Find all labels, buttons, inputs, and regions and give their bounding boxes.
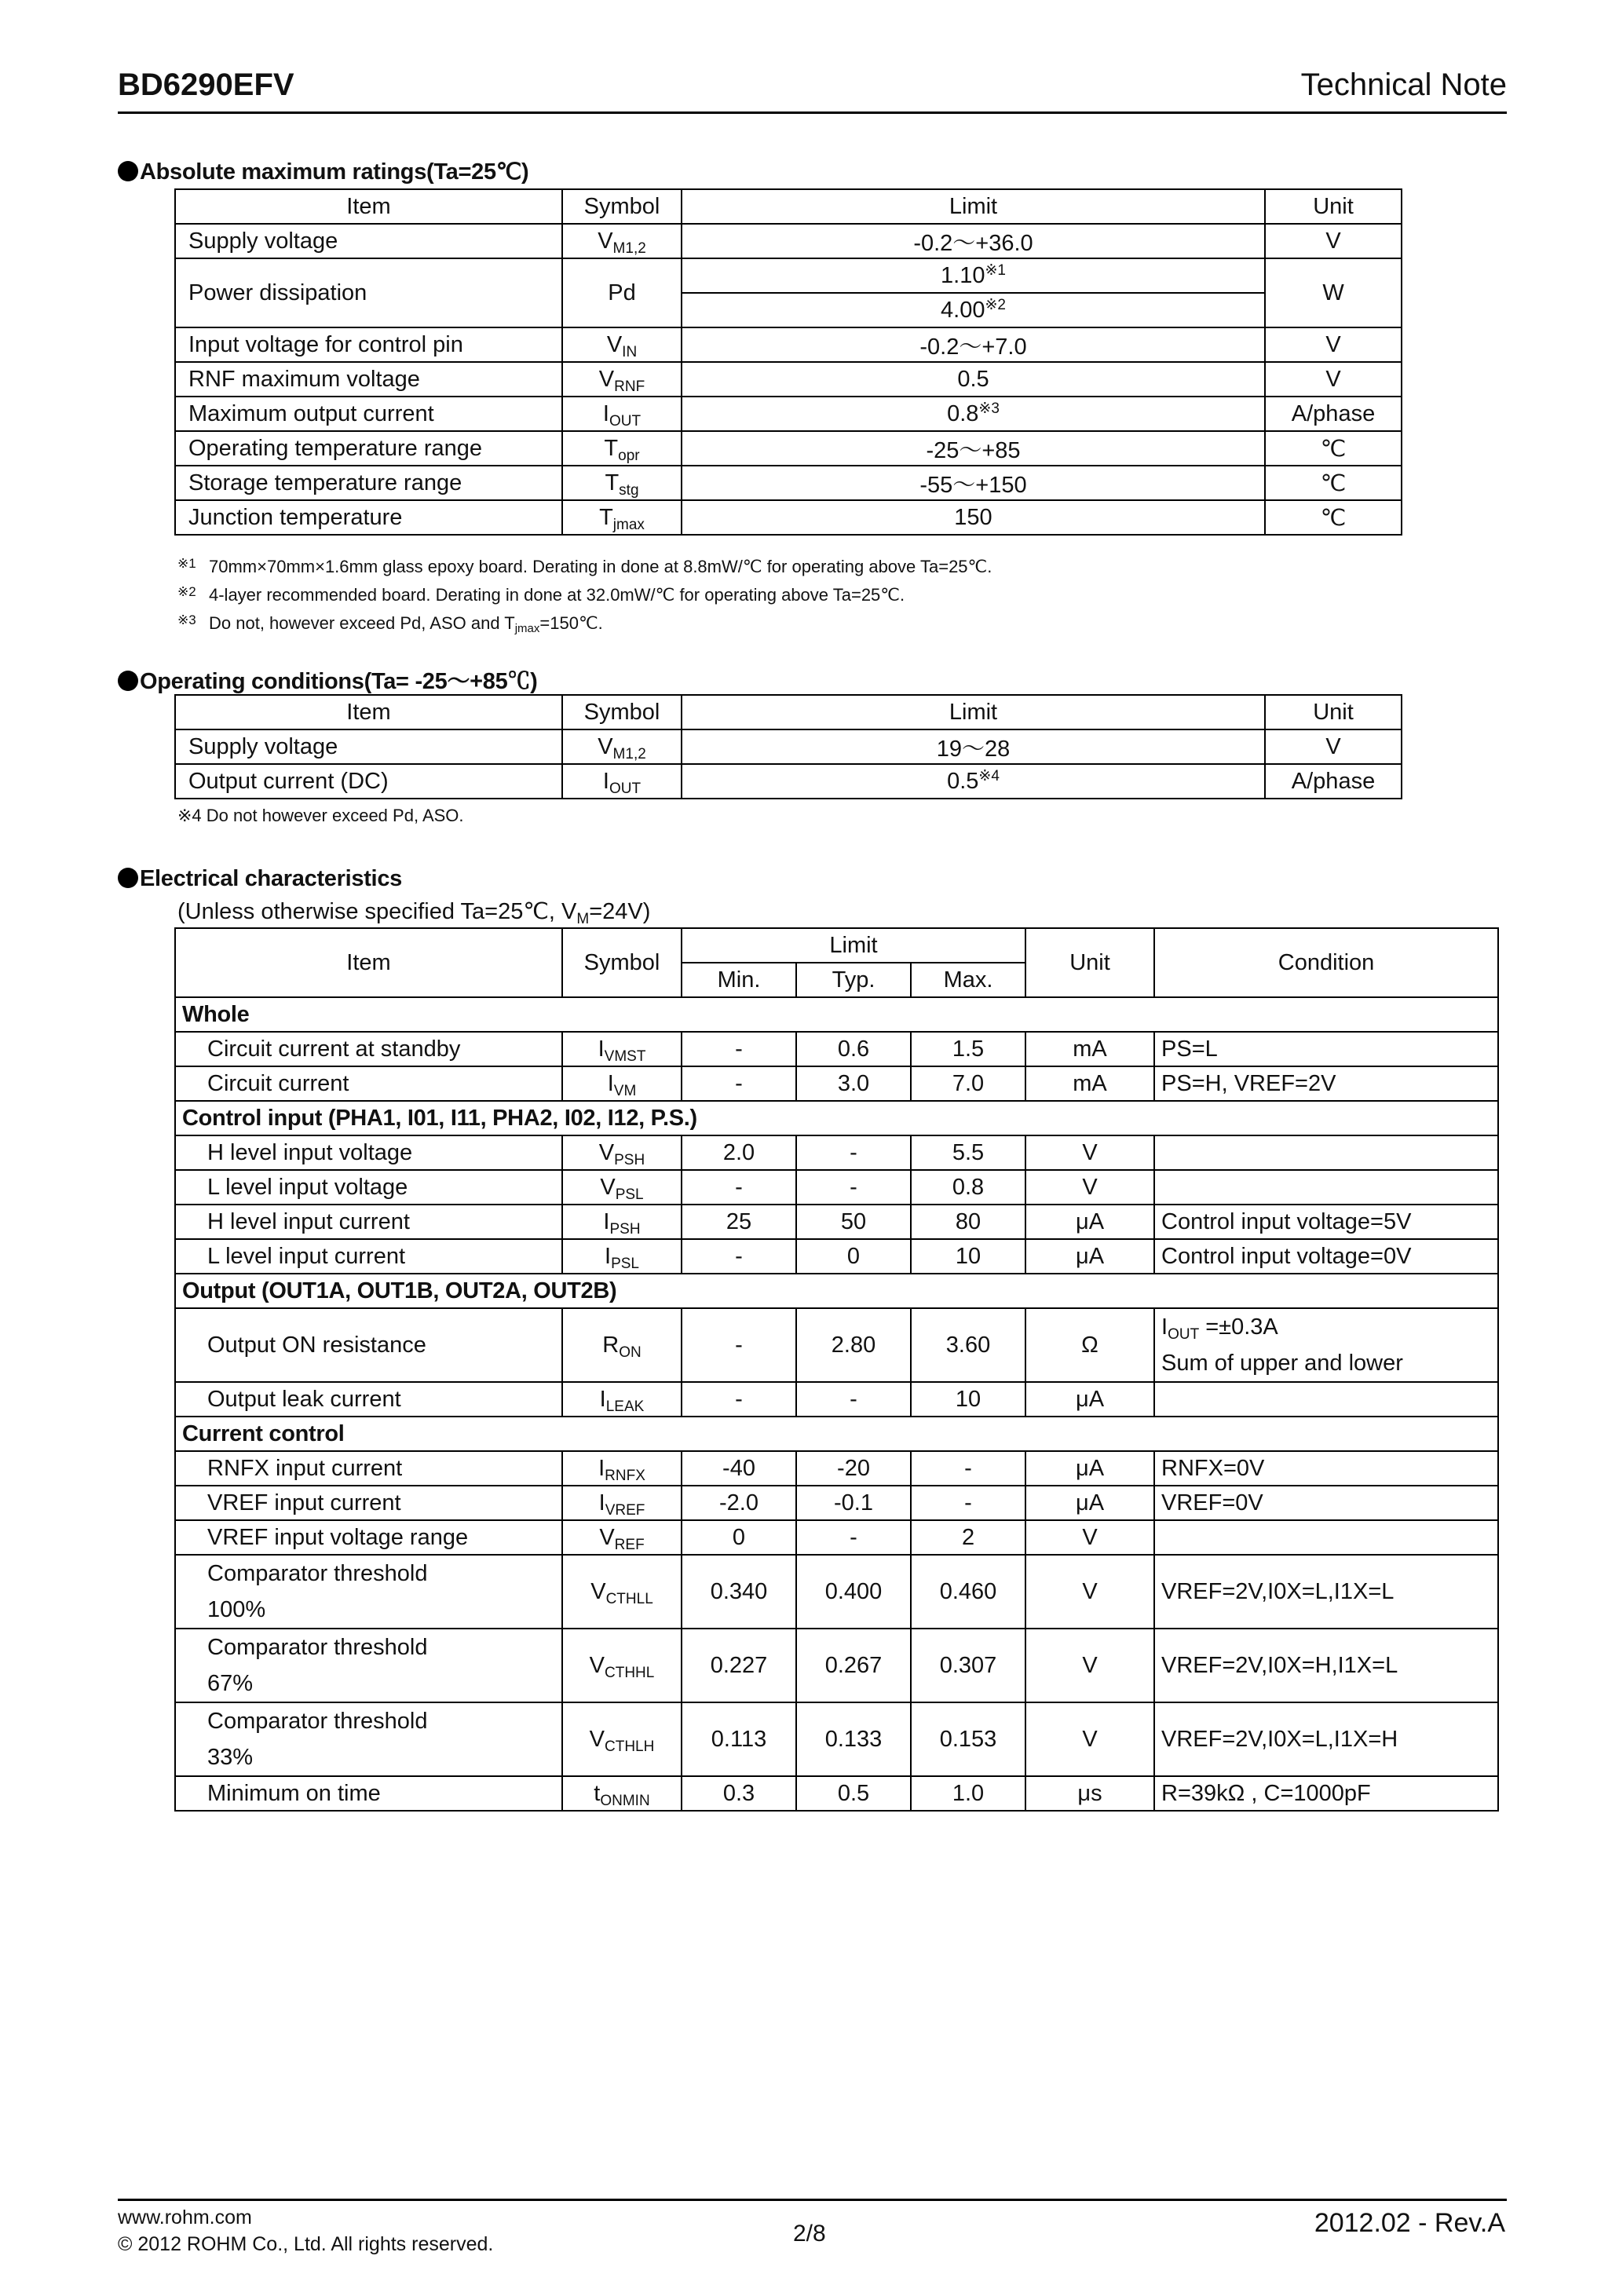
elec-title: Electrical characteristics xyxy=(118,866,402,892)
table-row: Input voltage for control pin $V_{IN}$ -0.2～+7.0 V xyxy=(175,327,1402,362)
table-row: Circuit current $I_{VM}$ - 3.0 7.0 mA PS=H, VREF=2V xyxy=(175,1066,1498,1101)
page-number: 2/8 xyxy=(793,2221,826,2247)
table-header-row: Min. Typ. Max. xyxy=(175,963,1498,997)
table-row: Storage temperature range $T_{stg}$ -55～+150 ℃ xyxy=(175,466,1402,500)
group-row: Output (OUT1A, OUT1B, OUT2A, OUT2B) xyxy=(175,1274,1498,1308)
group-row: Control input (PHA1, I01, I11, PHA2, I02, I12, P.S.) xyxy=(175,1101,1498,1135)
table-header-row: Item Symbol Limit Unit Condition xyxy=(175,928,1498,963)
table-row: Comparator threshold 100% $V_{CTHLL}$ 0.340 0.400 0.460 V VREF=2V,I0X=L,I1X=L xyxy=(175,1555,1498,1629)
table-row: Power dissipation Pd 1.10$^{※1}$ W xyxy=(175,258,1402,293)
table-row: Circuit current at standby $I_{VMST}$ - 0.6 1.5 mA PS=L xyxy=(175,1032,1498,1066)
table-header-row: Item Symbol Limit Unit xyxy=(175,695,1402,729)
table-row: L level input voltage $V_{PSL}$ - - 0.8 V xyxy=(175,1170,1498,1205)
footnote: ※1 70mm×70mm×1.6mm glass epoxy board. Derating in done at 8.8mW/℃ for operating above Ta=25℃. xyxy=(177,556,992,576)
table-row: H level input current $I_{PSH}$ 25 50 80 μA Control input voltage=5V xyxy=(175,1205,1498,1239)
elec-table xyxy=(174,927,1499,1812)
table-row: RNFX input current $I_{RNFX}$ -40 -20 - μA RNFX=0V xyxy=(175,1451,1498,1486)
footer-rule xyxy=(118,2199,1507,2201)
table-row: 4.00$^{※2}$ xyxy=(175,293,1402,327)
op-cond-table xyxy=(174,694,1402,799)
table-row: Supply voltage $V_{M1,2}$ 19～28 V xyxy=(175,729,1402,764)
abs-max-title: Absolute maximum ratings(Ta=25℃) xyxy=(118,158,528,185)
bullet-icon xyxy=(118,868,138,888)
footnote: ※2 4-layer recommended board. Derating in done at 32.0mW/℃ for operating above Ta=25℃. xyxy=(177,584,905,605)
table-row: VREF input current $I_{VREF}$ -2.0 -0.1 - μA VREF=0V xyxy=(175,1486,1498,1520)
group-row: Whole xyxy=(175,997,1498,1032)
table-row: Supply voltage $V_{M1,2}$ -0.2～+36.0 V xyxy=(175,224,1402,258)
table-row: Output ON resistance $R_{ON}$ - 2.80 3.60 Ω $I_{OUT} =\pm 0.3A$ Sum of upper and lower xyxy=(175,1308,1498,1382)
table-row: RNF maximum voltage $V_{RNF}$ 0.5 V xyxy=(175,362,1402,397)
table-header-row: Item Symbol Limit Unit xyxy=(175,189,1402,224)
table-row: H level input voltage $V_{PSH}$ 2.0 - 5.5 V xyxy=(175,1135,1498,1170)
op-cond-title: Operating conditions(Ta= -25～+85℃) xyxy=(118,664,538,696)
revision: 2012.02 - Rev.A xyxy=(1314,2208,1505,2238)
table-row: Maximum output current $I_{OUT}$ 0.8$^{※3}$ A/phase xyxy=(175,397,1402,431)
footnote: ※3 Do not, however exceed Pd, ASO and $T_{jmax}=150℃$. xyxy=(177,612,603,635)
table-row: Minimum on time $t_{ONMIN}$ 0.3 0.5 1.0 μs R=39kΩ , C=1000pF xyxy=(175,1776,1498,1811)
part-number: BD6290EFV xyxy=(118,68,294,102)
table-row: Comparator threshold 67% $V_{CTHHL}$ 0.227 0.267 0.307 V VREF=2V,I0X=H,I1X=L xyxy=(175,1629,1498,1702)
elec-subtitle: (Unless otherwise specified Ta=25℃, $V_M=24V$) xyxy=(177,899,651,927)
bullet-icon xyxy=(118,671,138,691)
bullet-icon xyxy=(118,161,138,181)
abs-max-footnotes xyxy=(177,551,992,636)
table-row: Comparator threshold 33% $V_{CTHLH}$ 0.113 0.133 0.153 V VREF=2V,I0X=L,I1X=H xyxy=(175,1702,1498,1776)
header-rule xyxy=(118,112,1507,114)
table-row: Operating temperature range $T_{opr}$ -25～+85 ℃ xyxy=(175,431,1402,466)
table-row: Junction temperature $T_{jmax}$ 150 ℃ xyxy=(175,500,1402,535)
table-row: L level input current $I_{PSL}$ - 0 10 μA Control input voltage=0V xyxy=(175,1239,1498,1274)
table-row: Output leak current $I_{LEAK}$ - - 10 μA xyxy=(175,1382,1498,1417)
table-row: VREF input voltage range $V_{REF}$ 0 - 2 V xyxy=(175,1520,1498,1555)
table-row: Output current (DC) $I_{OUT}$ 0.5$^{※4}$ A/phase xyxy=(175,764,1402,799)
group-row: Current control xyxy=(175,1417,1498,1451)
op-cond-footnote: ※4 Do not however exceed Pd, ASO. xyxy=(177,806,464,825)
abs-max-table xyxy=(174,188,1402,536)
document-type: Technical Note xyxy=(1300,68,1507,102)
footer-copyright: © 2012 ROHM Co., Ltd. All rights reserved. xyxy=(118,2233,494,2255)
footer-url[interactable]: www.rohm.com xyxy=(118,2206,252,2228)
